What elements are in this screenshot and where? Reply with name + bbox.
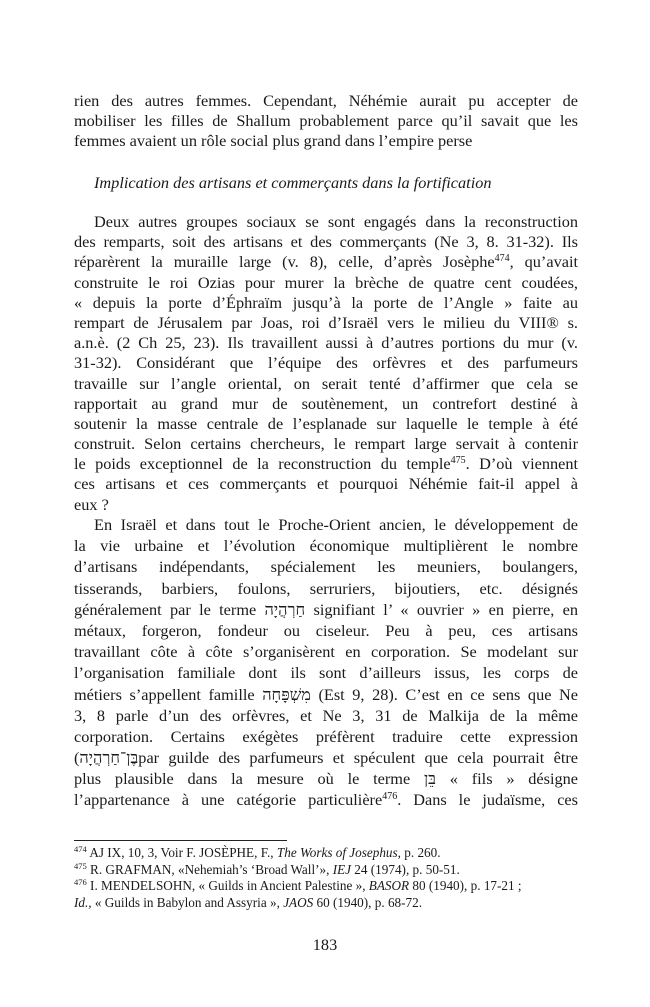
- text-line: [74, 333, 578, 353]
- text-line: [74, 131, 578, 151]
- footnote-ref: 476: [382, 791, 398, 803]
- footnote: [74, 845, 594, 862]
- text-line: [74, 232, 578, 252]
- line-text: mobiliser les filles de Shallum probablement parce qu’il savait que les: [74, 111, 578, 131]
- footnote: [74, 895, 594, 912]
- footnote-text: BASOR: [368, 878, 410, 893]
- text-line: [74, 705, 578, 726]
- text-line: [74, 434, 578, 454]
- text-line: [74, 747, 578, 768]
- footnote: [74, 862, 594, 879]
- text-line: [74, 768, 578, 789]
- line-text: femmes avaient un rôle social plus grand dans l’empire perse: [74, 131, 473, 151]
- text-line: [74, 454, 578, 474]
- text-line: [74, 514, 578, 535]
- hebrew-term: מִשְׁפָּחָה: [262, 684, 311, 704]
- line-text: . Dans le judaïsme, ces: [397, 790, 578, 810]
- line-text: 3, 8 parle d’un des orfèvres, et Ne 3, 31 de Malkija de la même: [74, 705, 578, 725]
- line-text: ces artisans et ces commerçants et pourquoi Néhémie fait-il appel à: [74, 474, 578, 494]
- line-text: réparèrent la muraille large (v. 8), celle, d’après Josèphe: [74, 252, 495, 272]
- footnote-text: JAOS: [283, 894, 314, 910]
- footnote-text: IEJ: [332, 861, 351, 877]
- text-line: [74, 662, 578, 683]
- page-number: 183: [312, 935, 338, 954]
- footnote-text: 24 (1974), p. 50-51.: [351, 861, 460, 877]
- line-text: En Israël et dans tout le Proche-Orient ancien, le développement de: [94, 515, 578, 534]
- line-text: des remparts, soit des artisans et des commerçants (Ne 3, 8. 31-32). Ils: [74, 232, 578, 252]
- line-text: eux ?: [74, 494, 109, 514]
- footnote-text: I. MENDELSOHN, « Guilds in Ancient Palestine »,: [90, 878, 369, 893]
- footnote-text: AJ IX, 10, 3, Voir F. JOSÈPHE, F.,: [89, 845, 277, 860]
- text-line: [74, 293, 578, 313]
- line-text: la vie urbaine et l’évolution économique multiplièrent le nombre: [74, 536, 578, 556]
- section-heading: Implication des artisans et commerçants dans la fortification: [94, 173, 492, 192]
- paragraph-2: [74, 212, 578, 515]
- text-line: [74, 535, 578, 556]
- line-text: travaille sur l’angle oriental, on serait tenté d’affirmer que cela se: [74, 373, 578, 393]
- line-text: corporation. Certains exégètes préfèrent traduire cette expression: [74, 726, 578, 746]
- line-text: Deux autres groupes sociaux se sont engagés dans la reconstruction: [94, 212, 578, 231]
- line-text: rien des autres femmes. Cependant, Néhémie aurait pu accepter de: [74, 91, 578, 110]
- footnote-text: R. GRAFMAN, «Nehemiah’s ‘Broad Wall’»,: [90, 861, 333, 877]
- line-text: plus plausible dans la mesure où le terme: [74, 769, 424, 789]
- footnote-text: Id.,: [74, 894, 92, 910]
- text-line: [74, 313, 578, 333]
- line-text: construit. Selon certains chercheurs, le rempart large servait à contenir: [74, 434, 578, 454]
- text-line: [74, 578, 578, 599]
- text-line: [74, 599, 578, 620]
- text-line: [74, 252, 578, 272]
- hebrew-term: חַרְהֲיָה: [264, 599, 306, 619]
- line-text: métaux, forgeron, fondeur ou ciseleur. Peu à peu, ces artisans: [74, 620, 578, 640]
- text-line: [74, 273, 578, 293]
- line-text: (: [74, 748, 80, 768]
- text-line: [74, 684, 578, 705]
- line-text: . D’où viennent: [465, 454, 578, 474]
- text-line: [74, 111, 578, 131]
- footnotes: [74, 845, 594, 911]
- text-line: [74, 353, 578, 373]
- line-text: « fils » désigne: [436, 769, 579, 789]
- text-line: [74, 414, 578, 434]
- footnote-number: 476: [74, 877, 87, 887]
- hebrew-term: בֵּן: [424, 769, 436, 789]
- text-line: [74, 726, 578, 747]
- footnote-number: 474: [74, 844, 87, 854]
- footnote-number: 475: [74, 860, 87, 871]
- text-line: [74, 641, 578, 662]
- footnote-separator: [74, 840, 287, 841]
- hebrew-term: בֶּן־חַרְהֲיָה: [79, 748, 139, 768]
- line-text: « depuis la porte d’Éphraïm jusqu’à la porte de l’Angle » faite au: [74, 292, 578, 312]
- footnote: [74, 878, 594, 895]
- line-text: métiers s’appellent famille: [74, 684, 263, 704]
- footnote-text: « Guilds in Babylon and Assyria »,: [91, 894, 284, 910]
- paragraph-3: [74, 514, 578, 811]
- text-line: [74, 91, 578, 111]
- footnote-ref: 474: [494, 253, 510, 265]
- text-line: [74, 556, 578, 577]
- line-text: tisserands, barbiers, foulons, serruriers, bijoutiers, etc. désignés: [74, 578, 578, 598]
- footnote-text: 60 (1940), p. 68-72.: [313, 894, 423, 910]
- line-text: l’organisation familiale dont ils sont d’ailleurs issus, les corps de: [74, 663, 578, 683]
- line-text: l’appartenance à une catégorie particulière: [74, 790, 383, 810]
- line-text: construite le roi Ozias pour murer la brèche de quatre cent coudées,: [74, 272, 578, 292]
- line-text: (Est 9, 28). C’est en ce sens que Ne: [310, 684, 579, 704]
- text-line: [74, 474, 578, 494]
- line-text: par guilde des parfumeurs et spéculent que cela pourrait être: [138, 748, 578, 768]
- line-text: d’artisans indépendants, spécialement les meuniers, boulangers,: [74, 557, 578, 577]
- line-text: travaillant côte à côte s’organisèrent en corporation. Se modelant sur: [74, 642, 578, 662]
- text-line: [74, 620, 578, 641]
- line-text: généralement par le terme: [74, 599, 265, 619]
- footnote-text: , p. 260.: [397, 845, 441, 860]
- line-text: signifiant l’ « ouvrier » en pierre, en: [305, 599, 578, 619]
- line-text: rempart de Jérusalem par Joas, roi d’Israël vers le milieu du VIII® s.: [74, 312, 578, 332]
- text-line: [74, 394, 578, 414]
- paragraph-1: [74, 91, 578, 152]
- line-text: le poids exceptionnel de la reconstruction du temple: [74, 454, 451, 474]
- line-text: soutenir la masse centrale de l’esplanade sur laquelle le temple à été: [74, 413, 578, 433]
- footnote-text: The Works of Josephus: [276, 845, 398, 860]
- line-text: rapportait au grand mur de soutènement, un contrefort destiné à: [74, 393, 578, 413]
- text-line: [74, 789, 578, 810]
- text-line: [74, 212, 578, 232]
- footnote-ref: 475: [450, 455, 466, 467]
- text-line: [74, 495, 578, 515]
- footnote-text: 80 (1940), p. 17-21 ;: [409, 878, 522, 893]
- line-text: 31-32). Considérant que l’équipe des orfèvres et des parfumeurs: [74, 353, 578, 373]
- line-text: , qu’avait: [509, 252, 578, 272]
- line-text: a.n.è. (2 Ch 25, 23). Ils travaillent aussi à d’autres portions du mur (v.: [74, 333, 578, 353]
- text-line: [74, 374, 578, 394]
